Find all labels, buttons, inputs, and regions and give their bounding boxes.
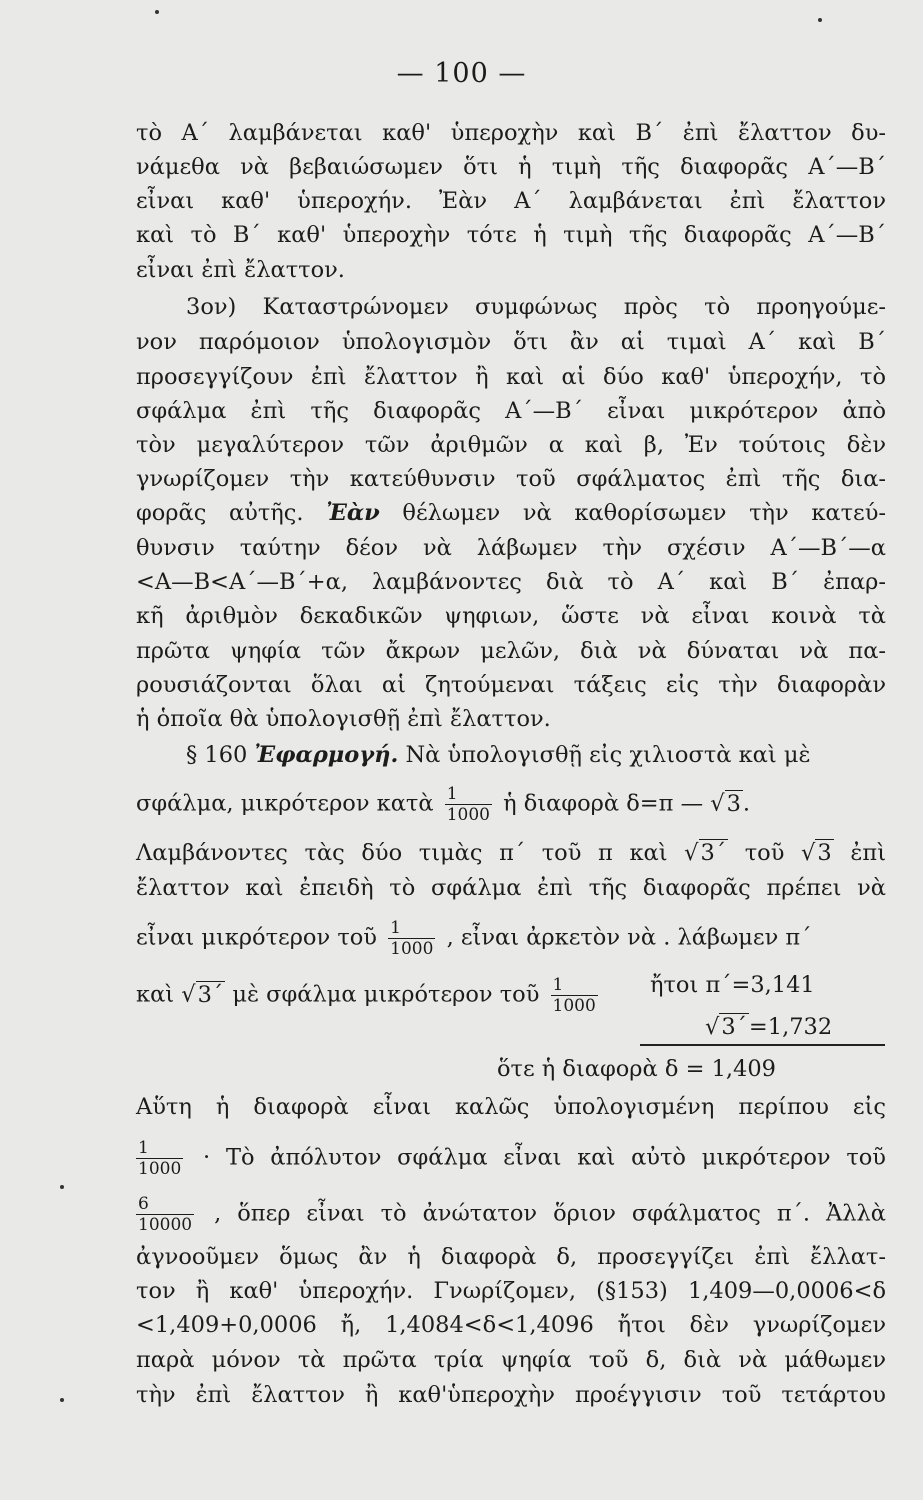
text-line: παρὰ μόνον τὰ πρῶτα τρία ψηφία τοῦ δ, διὰ νὰ μάθωμεν [136, 1347, 886, 1373]
text-line: κῆ ἀριθμὸν δεκαδικῶν ψηφιων, ὥστε νὰ εἶναι κοινὰ τὰ [136, 603, 886, 629]
text-segment: , ὅπερ εἶναι τὸ ἀνώτατον ὅριον σφάλματος π΄. Ἀλλὰ [214, 1200, 886, 1227]
text-line: τον ἢ καθ' ὑπεροχήν. Γνωρίζομεν, (§153) 1,409—0,0006<δ [136, 1278, 886, 1304]
text-segment: καὶ [136, 981, 175, 1008]
text-line: προσεγγίζουν ἐπὶ ἔλαττον ἢ καὶ αἱ δύο καθ' ὑπεροχήν, τὸ [136, 364, 886, 390]
text-line [136, 838, 886, 868]
punctuation: . [742, 790, 751, 817]
text-line: <1,409+0,0006 ἤ, 1,4084<δ<1,4096 ἤτοι δὲν γνωρίζομεν [136, 1312, 886, 1338]
difference-result: ὅτε ἡ διαφορὰ δ = 1,409 [497, 1056, 776, 1082]
print-speck [155, 10, 159, 14]
fraction: $\frac{1}{1000}$ [552, 975, 596, 1016]
text-segment: ἐπὶ [850, 840, 887, 866]
text-segment: , εἶναι ἀρκετὸν νὰ . λάβωμεν π΄ [446, 924, 812, 951]
text-line: σφάλμα ἐπὶ τῆς διαφορᾶς Α΄—Β΄ εἶναι μικρότερον ἀπὸ [136, 398, 886, 424]
text-line: 3ον) Καταστρώνομεν συμφώνως πρὸς τὸ προηγούμε- [186, 294, 886, 320]
text-segment: θέλωμεν νὰ καθορίσωμεν τὴν κατεύ- [402, 500, 886, 526]
text-segment: Νὰ ὑπολογισθῇ εἰς χιλιοστὰ καὶ μὲ [405, 742, 811, 768]
formula-line [136, 784, 886, 825]
print-speck [60, 1185, 64, 1189]
sqrt-sign: √ [710, 790, 725, 817]
radicand: 3΄ [197, 981, 224, 1008]
text-line: εἶναι ἐπὶ ἔλαττον. [136, 257, 345, 283]
print-speck [818, 18, 822, 22]
section-heading-line [186, 740, 886, 770]
sum-rule [640, 1044, 885, 1046]
formula-line [136, 1138, 886, 1179]
text-segment: ἡ διαφορὰ δ=π — [503, 790, 704, 817]
text-line [136, 498, 886, 528]
fraction: $\frac{1}{1000}$ [446, 784, 490, 825]
sqrt-sign: √ [801, 840, 816, 866]
sqrt-sign: √ [684, 840, 699, 866]
text-segment: Λαμβάνοντες τὰς δύο τιμὰς π΄ τοῦ π καὶ [136, 840, 668, 866]
section-title: Ἐφαρμογή. [254, 742, 399, 768]
text-line: ρουσιάζονται ὅλαι αἱ ζητούμεναι τάξεις εἰς τὴν διαφορὰν [136, 672, 886, 698]
text-segment: τοῦ [744, 840, 785, 866]
fraction: $\frac{1}{1000}$ [138, 1138, 182, 1179]
page-number: — 100 — [396, 58, 527, 89]
text-line: εἶναι καθ' ὑπεροχήν. Ἐὰν Α΄ λαμβάνεται ἐπὶ ἔλαττον [136, 188, 886, 214]
text-line: πρῶτα ψηφία τῶν ἄκρων μελῶν, διὰ νὰ δύναται νὰ πα- [136, 638, 886, 664]
text-line: ἔλαττον καὶ ἐπειδὴ τὸ σφάλμα ἐπὶ τῆς διαφορᾶς πρέπει νὰ [136, 875, 886, 901]
sqrt-sign: √ [181, 981, 196, 1008]
formula-line [136, 918, 886, 959]
formula-line [136, 1194, 886, 1235]
print-speck [60, 1398, 64, 1402]
text-line: θυνσιν ταύτην δέον νὰ λάβωμεν τὴν σχέσιν Α΄—Β΄—α [136, 535, 886, 561]
text-segment: · Τὸ ἀπόλυτον σφάλμα εἶναι καὶ αὐτὸ μικρότερον τοῦ [203, 1144, 886, 1171]
text-line: ἀγνοοῦμεν ὅμως ἂν ἡ διαφορὰ δ, προσεγγίζει ἐπὶ ἔλλατ- [136, 1244, 886, 1270]
text-line: νάμεθα νὰ βεβαιώσωμεν ὅτι ἡ τιμὴ τῆς διαφορᾶς Α΄—Β΄ [136, 154, 886, 180]
text-line: Αὕτη ἡ διαφορὰ εἶναι καλῶς ὑπολογισμένη περίπου εἰς [136, 1094, 886, 1120]
text-line: τὸ Α΄ λαμβάνεται καθ' ὑπεροχὴν καὶ Β΄ ἐπὶ ἔλαττον δυ- [136, 120, 886, 146]
sqrt-sign: √ [705, 1014, 720, 1040]
text-segment: εἶναι μικρότερον τοῦ [136, 924, 377, 951]
pi-approximation: ἤτοι π΄=3,141 [650, 972, 815, 998]
radicand: 3΄ [721, 1014, 747, 1040]
text-segment: =1,732 [748, 1014, 833, 1040]
fraction: $\frac{6}{10000}$ [138, 1194, 193, 1235]
text-segment: σφάλμα, μικρότερον κατὰ [136, 790, 434, 817]
text-line: τὴν ἐπὶ ἔλαττον ἢ καθ'ὑπεροχὴν προέγγισιν τοῦ τετάρτου [136, 1382, 886, 1408]
section-number: § 160 [186, 742, 248, 768]
radicand: 3 [726, 790, 741, 817]
radicand: 3 [817, 840, 832, 866]
text-line: καὶ τὸ Β΄ καθ' ὑπεροχὴν τότε ἡ τιμὴ τῆς διαφορᾶς Α΄—Β΄ [136, 222, 886, 248]
emphasized-word: Ἐὰν [326, 500, 380, 526]
text-line: νον παρόμοιον ὑπολογισμὸν ὅτι ἂν αἱ τιμαὶ Α΄ καὶ Β΄ [136, 329, 886, 355]
text-line: τὸν μεγαλύτερον τῶν ἀριθμῶν α καὶ β, Ἐν τούτοις δὲν [136, 432, 886, 458]
text-line: γνωρίζομεν τὴν κατεύθυνσιν τοῦ σφάλματος ἐπὶ τῆς δια- [136, 466, 886, 492]
text-segment: μὲ σφάλμα μικρότερον τοῦ [232, 981, 540, 1008]
radicand: 3΄ [700, 840, 727, 866]
text-segment: φορᾶς αὐτῆς. [136, 500, 304, 526]
fraction: $\frac{1}{1000}$ [390, 918, 434, 959]
text-line: <Α—Β<Α΄—Β΄+α, λαμβάνοντες διὰ τὸ Α΄ καὶ Β΄ ἐπαρ- [136, 569, 886, 595]
sqrt3-approximation [705, 1012, 832, 1042]
text-line: ἡ ὁποῖα θὰ ὑπολογισθῇ ἐπὶ ἔλαττον. [136, 706, 551, 732]
